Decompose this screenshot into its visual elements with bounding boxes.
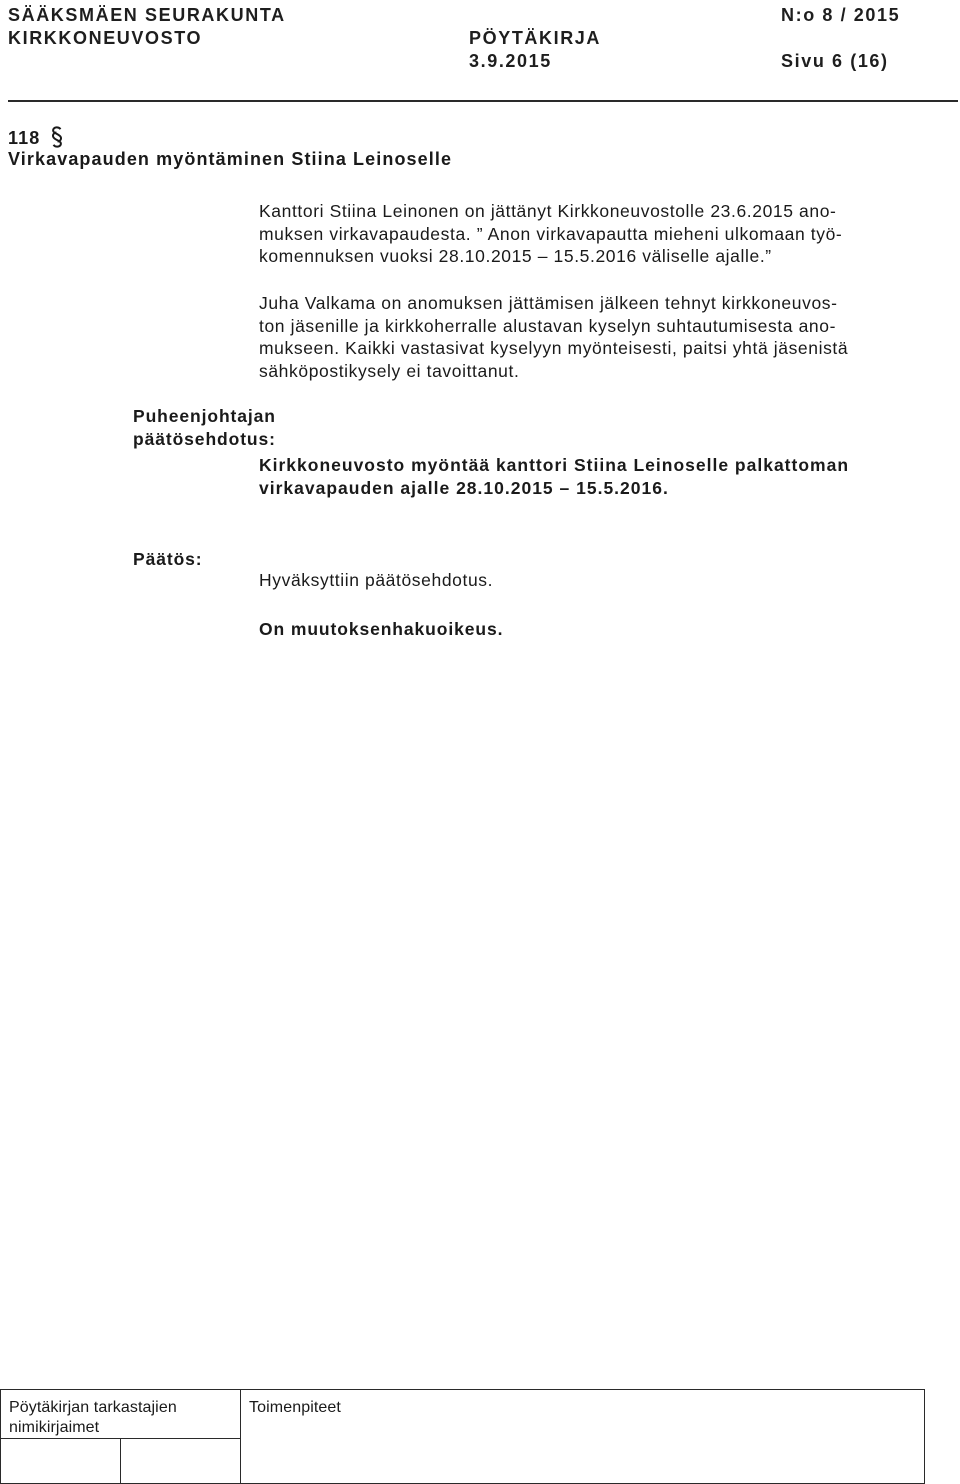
decision-text: Hyväksyttiin päätösehdotus. <box>259 570 494 590</box>
paragraph-application <box>259 200 842 268</box>
proposal-text <box>259 454 849 499</box>
footer-label: nimikirjaimet <box>9 1419 100 1436</box>
proposal-label-line: Puheenjohtajan <box>133 406 276 426</box>
text-line: komennuksen vuoksi 28.10.2015 – 15.5.2016 väliselle ajalle.” <box>259 246 772 266</box>
appeal-notice: On muutoksenhakuoikeus. <box>259 619 504 639</box>
text-line: ton jäsenille ja kirkkoherralle alustavan kyselyn suhtautumisesta ano- <box>259 315 836 336</box>
footer-table <box>0 1389 925 1484</box>
actions-cell <box>241 1390 925 1484</box>
text-line: virkavapauden ajalle 28.10.2015 – 15.5.2016. <box>259 477 669 498</box>
initials-cell-1 <box>1 1439 121 1484</box>
document-type: PÖYTÄKIRJA <box>469 28 602 48</box>
text-line: sähköpostikysely ei tavoittanut. <box>259 360 520 381</box>
actions-label: Toimenpiteet <box>249 1399 341 1416</box>
initials-cell-2 <box>121 1439 241 1484</box>
meeting-date: 3.9.2015 <box>469 51 552 71</box>
section-number-line <box>8 126 66 149</box>
text-line: Kirkkoneuvosto myöntää kanttori Stiina Leinoselle palkattoman <box>259 455 850 475</box>
proposal-label-line: päätösehdotus: <box>133 428 276 449</box>
body-name: KIRKKONEUVOSTO <box>8 28 203 48</box>
paragraph-survey <box>259 292 848 382</box>
text-line: Juha Valkama on anomuksen jättämisen jälkeen tehnyt kirkkoneuvos- <box>259 293 838 313</box>
section-title: Virkavapauden myöntäminen Stiina Leinoselle <box>8 149 453 169</box>
text-line: Kanttori Stiina Leinonen on jättänyt Kirkkoneuvostolle 23.6.2015 ano- <box>259 201 837 221</box>
footer-label: Pöytäkirjan tarkastajien <box>9 1399 177 1416</box>
section-number: 118 <box>8 128 41 148</box>
reviewers-initials-header <box>1 1390 241 1439</box>
document-number: N:o 8 / 2015 <box>781 5 901 25</box>
page-number: Sivu 6 (16) <box>781 51 889 71</box>
proposal-label <box>133 405 276 450</box>
section-sign-icon <box>48 126 66 148</box>
organization-name: SÄÄKSMÄEN SEURAKUNTA <box>8 5 286 25</box>
text-line: mukseen. Kaikki vastasivat kyselyyn myönteisesti, paitsi yhtä jäsenistä <box>259 338 849 358</box>
decision-label: Päätös: <box>133 549 203 569</box>
text-line: muksen virkavapaudesta. ” Anon virkavapautta mieheni ulkomaan työ- <box>259 223 843 244</box>
header-divider <box>8 100 958 102</box>
